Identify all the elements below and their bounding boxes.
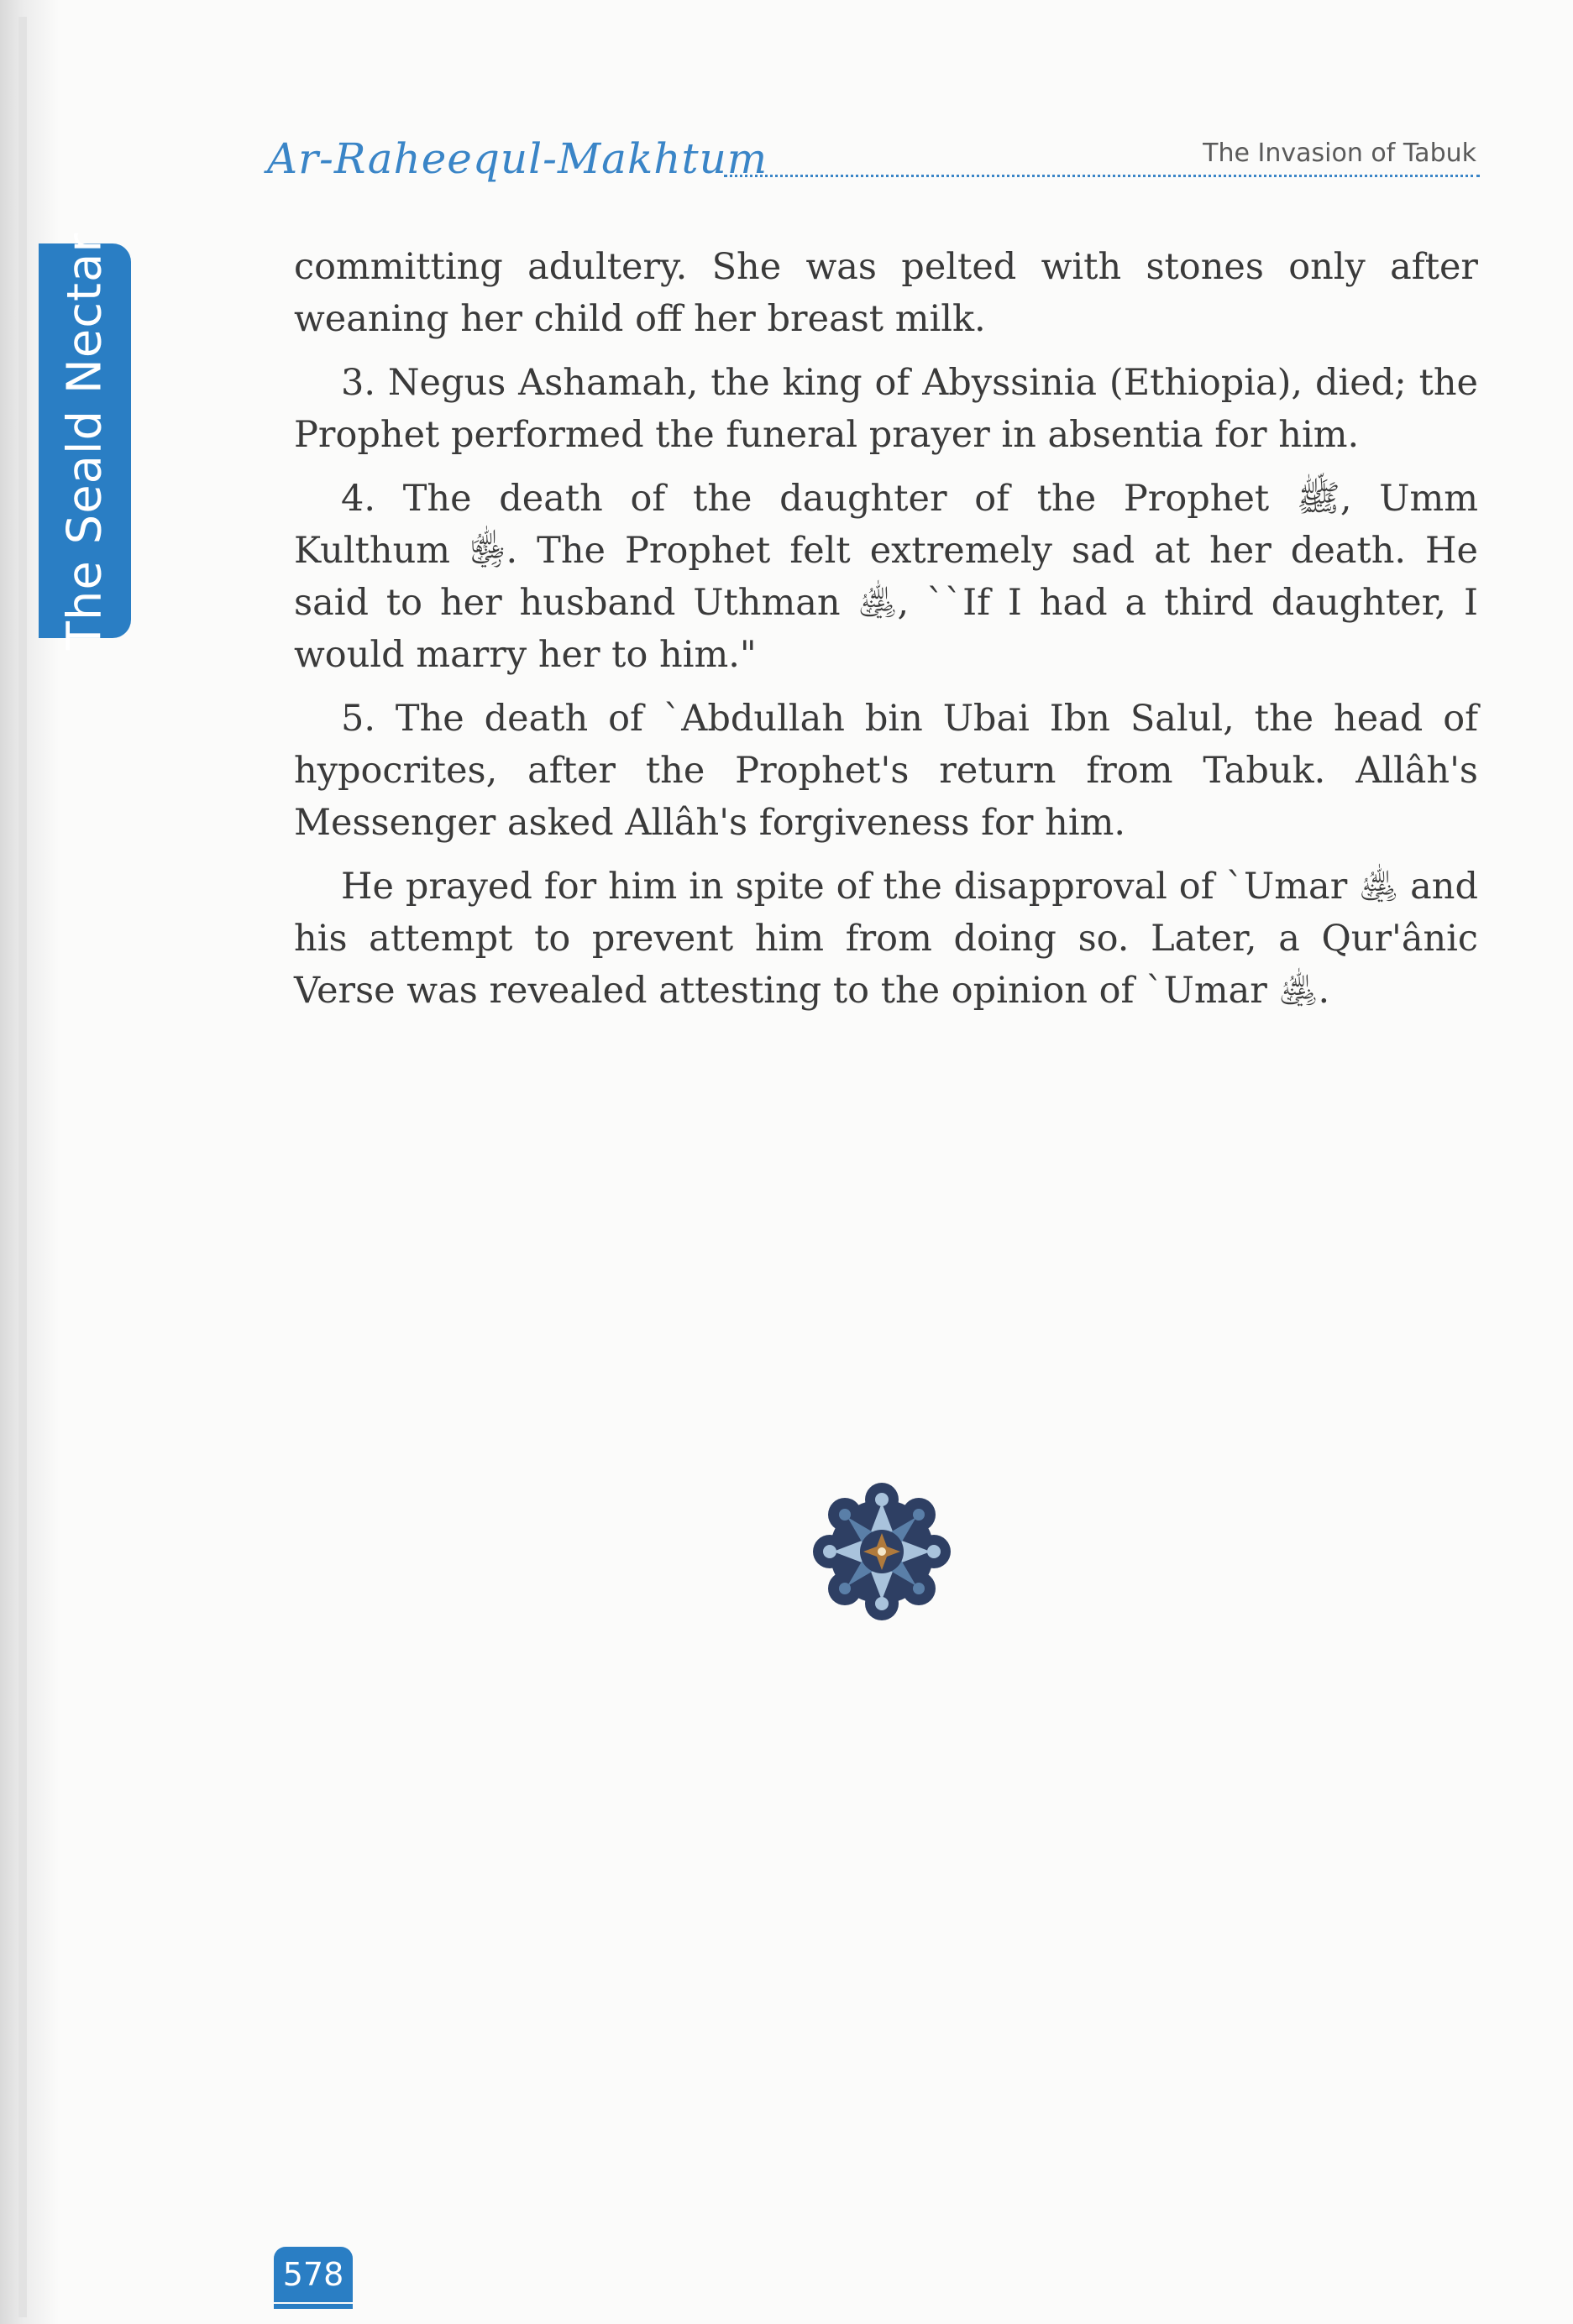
page-number: 578 bbox=[274, 2247, 353, 2302]
side-tab-label: The Seald Nectar bbox=[57, 232, 113, 650]
chapter-title: The Invasion of Tabuk bbox=[1203, 139, 1476, 168]
header-dotted-rule bbox=[724, 175, 1480, 177]
paragraph-item-5: 5. The death of `Abdullah bin Ubai Ibn Salul, the head of hypocrites, after the Prophet's return from Tabuk. Allâh's Messenger asked Allâh's forgiveness for him. bbox=[294, 698, 1478, 844]
paragraph-item-4: 4. The death of the daughter of the Prophet ﷺ, Umm Kulthum ﵂. The Prophet felt extremely sad at her death. He said to her husband Uthman ﵁, ``If I had a third daughter, I would marry her to him." bbox=[294, 478, 1479, 676]
book-title-logo: Ar-Raheequl-Makhtum bbox=[267, 134, 768, 183]
geometric-star-ornament-icon bbox=[806, 1476, 957, 1627]
paragraph-item-3: 3. Negus Ashamah, the king of Abyssinia (Ethiopia), died; the Prophet performed the funeral prayer in absentia for him. bbox=[294, 362, 1478, 456]
body-text bbox=[294, 241, 1478, 1029]
side-tab bbox=[39, 232, 131, 650]
page-edge bbox=[18, 17, 27, 2317]
paragraph-continuation: committing adultery. She was pelted with stones only after weaning her child off her breast milk. bbox=[294, 246, 1478, 340]
page-number-underline bbox=[274, 2304, 353, 2309]
paragraph-closing: He prayed for him in spite of the disapproval of `Umar ﵁ and his attempt to prevent him from doing so. Later, a Qur'ânic Verse was revealed attesting to the opinion of `Umar ﵁. bbox=[294, 866, 1478, 1012]
